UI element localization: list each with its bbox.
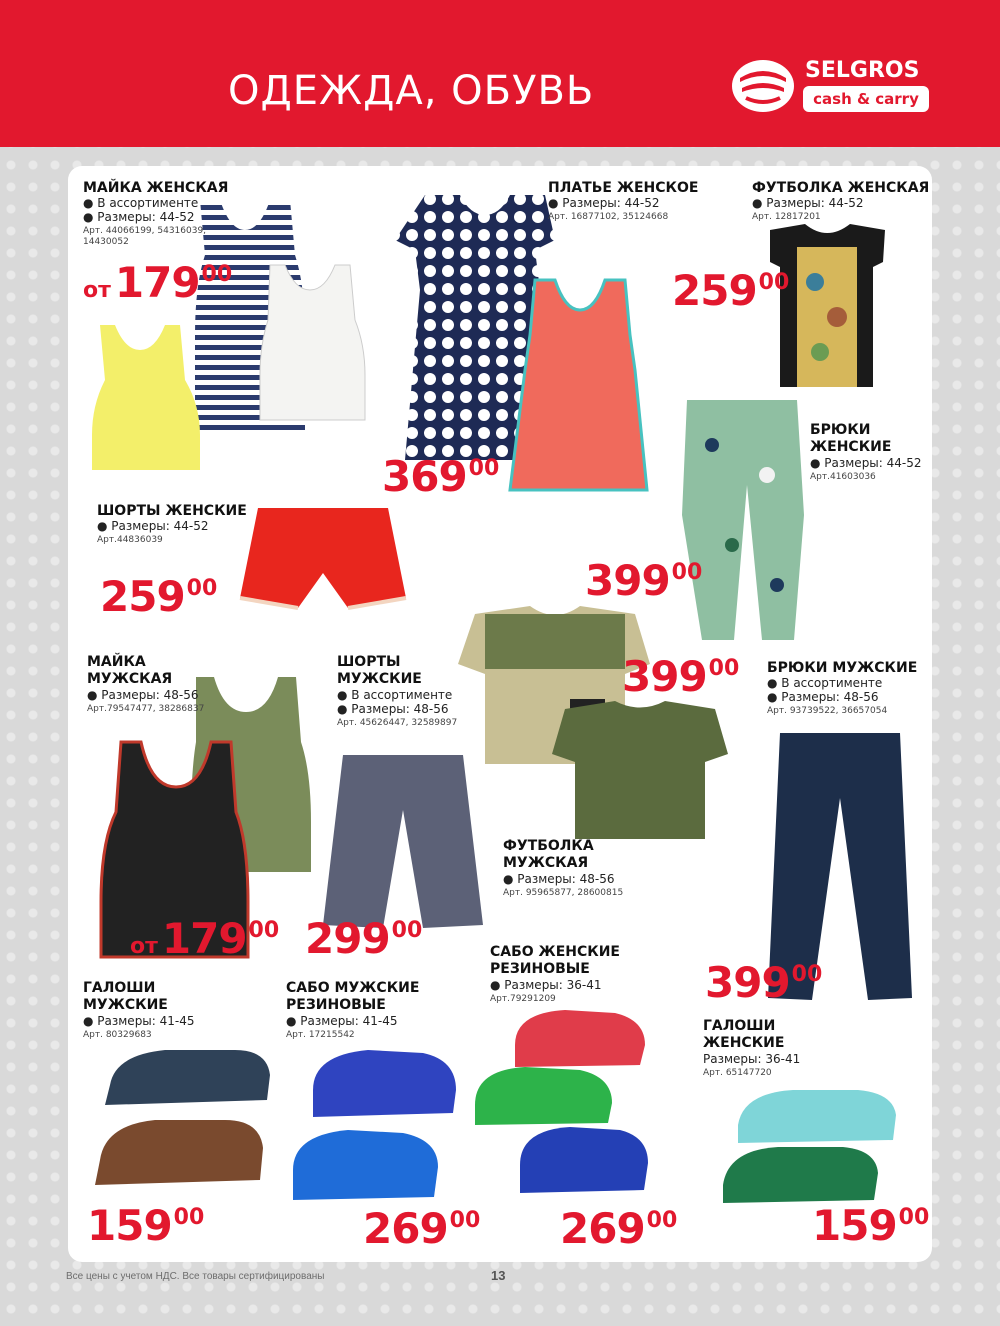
price-rubles: 159 [87, 1201, 172, 1250]
header-banner [0, 0, 1000, 147]
price-kopecks: 00 [391, 918, 423, 943]
product-article: Арт. 93739522, 36657054 [767, 706, 888, 716]
price-rubles: 399 [622, 652, 707, 701]
price-womens-clogs [560, 1204, 678, 1253]
product-title-womens-tshirt: ФУТБОЛКА ЖЕНСКАЯ [752, 180, 930, 196]
footer-disclaimer: Все цены с учетом НДС. Все товары сертифицированы [66, 1271, 325, 1282]
price-womens-galoshes [812, 1201, 930, 1250]
price-rubles: 369 [382, 452, 467, 501]
product-title-womens-clogs: САБО ЖЕНСКИЕ РЕЗИНОВЫЕ [490, 944, 620, 977]
price-womens-tshirt [672, 266, 790, 315]
price-rubles: 299 [305, 914, 390, 963]
price-mens-shorts [305, 914, 423, 963]
product-title-mens-shorts: ШОРТЫ МУЖСКИЕ [337, 654, 422, 687]
product-info-womens-shorts [97, 519, 209, 546]
product-info-mens-tank-top [87, 688, 204, 715]
product-sizes: ● Размеры: 44-52 [83, 210, 195, 224]
product-info-womens-tank-top [83, 196, 206, 248]
price-rubles: 399 [705, 958, 790, 1007]
product-title-mens-tank-top: МАЙКА МУЖСКАЯ [87, 654, 173, 687]
price-rubles: 269 [363, 1204, 448, 1253]
product-sizes: ● Размеры: 44-52 [810, 456, 922, 470]
product-title-womens-trousers: БРЮКИ ЖЕНСКИЕ [810, 422, 892, 455]
product-article: Арт. 65147720 [703, 1068, 772, 1078]
product-title-womens-dress: ПЛАТЬЕ ЖЕНСКОЕ [548, 180, 699, 196]
product-title-mens-tshirt: ФУТБОЛКА МУЖСКАЯ [503, 838, 594, 871]
product-title-womens-galoshes: ГАЛОШИ ЖЕНСКИЕ [703, 1018, 785, 1051]
mens-tshirts-image [450, 604, 730, 844]
product-article: Арт. 44066199, 54316039, 14430052 [83, 226, 207, 247]
price-womens-trousers [585, 556, 703, 605]
product-article: Арт.44836039 [97, 535, 163, 545]
page-number: 13 [491, 1268, 506, 1283]
price-kopecks: 00 [186, 576, 218, 601]
product-info-mens-tshirt [503, 872, 623, 899]
product-sizes: ● Размеры: 44-52 [548, 196, 660, 210]
price-mens-tshirt [622, 652, 740, 701]
product-info-mens-clogs [286, 1014, 398, 1041]
product-article: Арт.79291209 [490, 994, 556, 1004]
product-title-mens-trousers: БРЮКИ МУЖСКИЕ [767, 660, 918, 676]
price-mens-tank-top [130, 914, 280, 963]
price-kopecks: 00 [248, 918, 280, 943]
product-feature: ● В ассортименте [83, 196, 199, 210]
product-info-womens-galoshes [703, 1052, 800, 1079]
selgros-logo [730, 58, 930, 114]
mens-clogs-image [288, 1035, 463, 1205]
price-rubles: 159 [812, 1201, 897, 1250]
logo-tagline: cash & carry [803, 86, 929, 112]
product-info-mens-trousers [767, 676, 887, 717]
product-article: Арт. 12817201 [752, 212, 821, 222]
product-title-mens-clogs: САБО МУЖСКИЕ РЕЗИНОВЫЕ [286, 980, 420, 1013]
product-feature: ● В ассортименте [337, 688, 453, 702]
product-sizes: ● Размеры: 44-52 [752, 196, 864, 210]
price-rubles: 399 [585, 556, 670, 605]
product-article: Арт. 95965877, 28600815 [503, 888, 624, 898]
price-rubles: 179 [161, 914, 247, 963]
price-kopecks: 00 [758, 270, 790, 295]
price-kopecks: 00 [791, 962, 823, 987]
product-info-womens-tshirt [752, 196, 864, 223]
product-sizes: ● Размеры: 36-41 [490, 978, 602, 992]
price-womens-dress [382, 452, 500, 501]
price-mens-trousers [705, 958, 823, 1007]
product-title-mens-galoshes: ГАЛОШИ МУЖСКИЕ [83, 980, 168, 1013]
product-article: Арт. 17215542 [286, 1030, 355, 1040]
womens-galoshes-image [718, 1085, 898, 1215]
price-prefix: от [130, 934, 158, 959]
product-title-womens-shorts: ШОРТЫ ЖЕНСКИЕ [97, 503, 247, 519]
product-article: Арт. 45626447, 32589897 [337, 718, 458, 728]
price-rubles: 179 [114, 258, 200, 307]
price-kopecks: 00 [173, 1205, 205, 1230]
product-sizes: ● Размеры: 44-52 [97, 519, 209, 533]
product-title-womens-tank-top: МАЙКА ЖЕНСКАЯ [83, 180, 229, 196]
price-rubles: 259 [100, 572, 185, 621]
price-prefix: от [83, 278, 111, 303]
page-title: ОДЕЖДА, ОБУВЬ [228, 68, 595, 114]
price-kopecks: 00 [646, 1208, 678, 1233]
product-feature: ● В ассортименте [767, 676, 883, 690]
product-article: Арт.41603036 [810, 472, 876, 482]
price-kopecks: 00 [898, 1205, 930, 1230]
product-info-mens-shorts [337, 688, 457, 729]
logo-name: SELGROS [805, 58, 920, 83]
product-sizes: ● Размеры: 48-56 [87, 688, 199, 702]
price-kopecks: 00 [468, 456, 500, 481]
product-sizes: ● Размеры: 48-56 [503, 872, 615, 886]
product-sizes: ● Размеры: 41-45 [286, 1014, 398, 1028]
product-article: Арт. 16877102, 35124668 [548, 212, 669, 222]
product-sizes: ● Размеры: 48-56 [767, 690, 879, 704]
product-article: Арт. 80329683 [83, 1030, 152, 1040]
product-sizes: ● Размеры: 41-45 [83, 1014, 195, 1028]
price-rubles: 269 [560, 1204, 645, 1253]
price-kopecks: 00 [449, 1208, 481, 1233]
mens-galoshes-image [95, 1030, 275, 1200]
product-sizes: ● Размеры: 48-56 [337, 702, 449, 716]
product-info-mens-galoshes [83, 1014, 195, 1041]
price-womens-tank-top [83, 258, 233, 307]
product-article: Арт.79547477, 38286837 [87, 704, 205, 714]
price-rubles: 259 [672, 266, 757, 315]
product-info-womens-clogs [490, 978, 602, 1005]
price-mens-galoshes [87, 1201, 205, 1250]
price-kopecks: 00 [201, 262, 233, 287]
price-kopecks: 00 [671, 560, 703, 585]
product-info-womens-trousers [810, 456, 922, 483]
selgros-logo-icon [730, 58, 796, 114]
womens-clogs-image [470, 1005, 650, 1205]
product-sizes: Размеры: 36-41 [703, 1052, 801, 1066]
womens-shorts-image [238, 503, 408, 623]
price-kopecks: 00 [708, 656, 740, 681]
price-mens-clogs [363, 1204, 481, 1253]
price-womens-shorts [100, 572, 218, 621]
product-info-womens-dress [548, 196, 668, 223]
